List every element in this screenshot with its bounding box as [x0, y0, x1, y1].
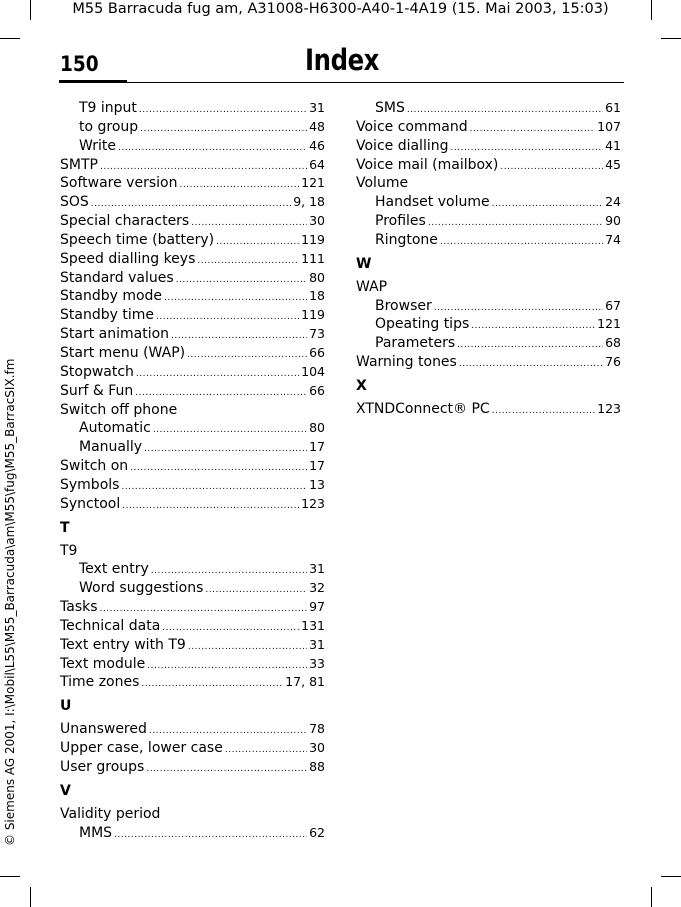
index-entry — [60, 758, 325, 777]
index-subentry — [356, 231, 621, 250]
index-entry — [356, 400, 621, 419]
entry-term: Volume — [356, 175, 409, 192]
dot-leader — [146, 760, 307, 779]
entry-term: Warning tones — [356, 354, 457, 371]
index-subentry — [60, 137, 325, 156]
entry-term: Word suggestions — [79, 580, 204, 597]
entry-page-ref: 64 — [309, 156, 325, 172]
entry-term: Speed dialling keys — [60, 250, 196, 267]
index-subentry — [60, 118, 325, 137]
dot-leader — [492, 402, 595, 421]
entry-page-ref: 73 — [309, 326, 325, 342]
entry-page-ref: 9, 18 — [293, 194, 325, 210]
entry-term: Technical data — [60, 617, 161, 634]
entry-term: XTNDConnect® PC — [356, 400, 490, 417]
entry-term: Switch on — [60, 458, 129, 475]
entry-page-ref: 17 — [309, 439, 325, 455]
entry-page-ref: 41 — [605, 137, 621, 153]
entry-term: Software version — [60, 175, 178, 192]
index-group-heading — [60, 401, 325, 420]
entry-term: Automatic — [79, 420, 151, 437]
entry-term: SOS — [60, 194, 89, 211]
entry-page-ref: 90 — [605, 213, 621, 229]
index-entry — [356, 156, 621, 175]
entry-term: to group — [79, 118, 139, 135]
index-subentry — [356, 99, 621, 118]
entry-page-ref: 76 — [605, 354, 621, 370]
entry-term: Time zones — [60, 674, 140, 691]
entry-term: Browser — [375, 297, 432, 314]
entry-term: Upper case, lower case — [60, 740, 223, 757]
index-subentry — [356, 315, 621, 334]
dot-leader — [459, 355, 603, 374]
entry-page-ref: 24 — [605, 194, 621, 210]
entry-page-ref: 33 — [309, 655, 325, 671]
entry-term: Voice dialling — [356, 137, 449, 154]
crop-mark — [661, 876, 681, 877]
index-subentry — [60, 579, 325, 598]
entry-page-ref: 74 — [605, 231, 621, 247]
entry-term: Voice mail (mailbox) — [356, 156, 499, 173]
entry-term: Voice command — [356, 118, 468, 135]
running-header: M55 Barracuda fug am, A31008-H6300-A40-1-4A19 (15. Mai 2003, 15:03) — [72, 1, 609, 17]
entry-page-ref: 66 — [309, 344, 325, 360]
entry-page-ref: 67 — [605, 297, 621, 313]
index-group-heading — [356, 278, 621, 297]
entry-term: WAP — [356, 278, 388, 295]
crop-mark — [0, 38, 20, 39]
entry-page-ref: 80 — [309, 420, 325, 436]
crop-mark — [661, 38, 681, 39]
index-entry — [60, 156, 325, 175]
entry-page-ref: 62 — [309, 824, 325, 840]
entry-page-ref: 123 — [597, 400, 621, 416]
entry-term: MMS — [79, 824, 113, 841]
entry-page-ref: 46 — [309, 137, 325, 153]
entry-page-ref: 121 — [597, 316, 621, 332]
entry-page-ref: 119 — [301, 231, 325, 247]
index-entry — [60, 739, 325, 758]
index-entry — [356, 353, 621, 372]
index-subentry — [60, 560, 325, 579]
entry-term: Validity period — [60, 805, 161, 822]
index-entry — [60, 344, 325, 363]
index-entry — [60, 382, 325, 401]
entry-term: Parameters — [375, 335, 456, 352]
entry-term: SMTP — [60, 156, 98, 173]
index-group-heading — [60, 542, 325, 561]
entry-page-ref: 30 — [309, 213, 325, 229]
index-subentry — [60, 99, 325, 118]
entry-term: Standby time — [60, 307, 154, 324]
page-number: 150 — [60, 52, 99, 76]
entry-page-ref: 66 — [309, 382, 325, 398]
index-entry — [60, 250, 325, 269]
entry-page-ref: 48 — [309, 118, 325, 134]
entry-term: Write — [79, 137, 116, 154]
entry-term: Text module — [60, 655, 146, 672]
index-entry — [60, 325, 325, 344]
entry-page-ref: 80 — [309, 269, 325, 285]
entry-page-ref: 78 — [309, 721, 325, 737]
index-entry — [60, 598, 325, 617]
entry-term: Profiles — [375, 213, 426, 230]
entry-page-ref: 18 — [309, 288, 325, 304]
index-entry — [60, 269, 325, 288]
entry-term: Handset volume — [375, 194, 490, 211]
entry-page-ref: 30 — [309, 740, 325, 756]
entry-term: Standard values — [60, 269, 174, 286]
dot-leader — [122, 497, 299, 516]
entry-page-ref: 119 — [301, 307, 325, 323]
index-entry — [60, 457, 325, 476]
dot-leader — [141, 675, 283, 694]
header-rule — [127, 82, 624, 83]
page-title: Index — [305, 43, 379, 77]
index-entry — [60, 287, 325, 306]
index-entry — [60, 673, 325, 692]
entry-page-ref: 88 — [309, 759, 325, 774]
entry-term: Ringtone — [375, 231, 438, 248]
entry-term: Text entry — [79, 561, 149, 578]
entry-page-ref: 131 — [301, 617, 325, 633]
entry-term: Synctool — [60, 495, 121, 512]
index-entry — [60, 306, 325, 325]
entry-term: Standby mode — [60, 288, 163, 305]
index-subentry — [356, 297, 621, 316]
header-rule-thick — [59, 80, 127, 83]
index-entry — [60, 476, 325, 495]
entry-page-ref: 107 — [597, 118, 621, 134]
copyright-side-text: © Siemens AG 2001, I:\Mobil\L55\M55_Barracuda\am\M55\fug\M55_BarracSIX.fm — [3, 358, 17, 846]
index-entry — [60, 655, 325, 674]
entry-page-ref: 31 — [309, 100, 325, 115]
dot-leader — [440, 233, 603, 252]
index-letter-heading: V — [60, 782, 71, 799]
entry-term: Opeating tips — [375, 316, 470, 333]
index-entry — [60, 617, 325, 636]
crop-mark — [30, 887, 31, 907]
index-subentry — [60, 419, 325, 438]
index-entry — [60, 231, 325, 250]
entry-term: Speech time (battery) — [60, 231, 215, 248]
index-entry — [60, 174, 325, 193]
entry-term: Surf & Fun — [60, 382, 134, 399]
index-entry — [60, 363, 325, 382]
entry-page-ref: 104 — [301, 363, 325, 379]
index-letter-heading: X — [356, 377, 367, 394]
index-subentry — [356, 212, 621, 231]
entry-term: Text entry with T9 — [60, 636, 186, 653]
entry-term: User groups — [60, 759, 145, 775]
entry-page-ref: 45 — [605, 156, 621, 172]
entry-page-ref: 61 — [605, 100, 621, 115]
entry-term: Start menu (WAP) — [60, 344, 186, 361]
entry-page-ref: 68 — [605, 335, 621, 351]
entry-term: Tasks — [60, 599, 98, 616]
entry-page-ref: 17, 81 — [285, 674, 325, 690]
entry-page-ref: 123 — [301, 495, 325, 511]
entry-term: SMS — [375, 100, 405, 116]
index-entry — [356, 118, 621, 137]
entry-page-ref: 111 — [301, 250, 325, 266]
crop-mark — [0, 876, 20, 877]
entry-page-ref: 17 — [309, 458, 325, 474]
index-entry — [60, 193, 325, 212]
entry-page-ref: 31 — [309, 561, 325, 577]
index-subentry — [356, 334, 621, 353]
entry-term: Switch off phone — [60, 401, 178, 418]
entry-page-ref: 32 — [309, 580, 325, 596]
entry-page-ref: 31 — [309, 636, 325, 652]
entry-page-ref: 97 — [309, 599, 325, 615]
entry-term: Symbols — [60, 476, 120, 493]
entry-term: T9 input — [79, 100, 137, 116]
index-letter-heading: U — [60, 698, 72, 715]
index-letter-heading: W — [356, 255, 372, 272]
index-subentry — [60, 824, 325, 843]
index-group-heading — [60, 805, 325, 824]
entry-term: T9 — [60, 542, 78, 559]
crop-mark — [651, 887, 652, 907]
entry-page-ref: 13 — [309, 476, 325, 492]
entry-term: Start animation — [60, 326, 170, 343]
index-entry — [60, 636, 325, 655]
dot-leader — [114, 826, 307, 845]
index-letter-heading: T — [60, 519, 70, 536]
index-entry — [60, 495, 325, 514]
entry-page-ref: 121 — [301, 175, 325, 191]
index-entry — [356, 137, 621, 156]
index-entry — [60, 212, 325, 231]
entry-term: Stopwatch — [60, 363, 134, 380]
index-subentry — [356, 193, 621, 212]
entry-term: Manually — [79, 439, 143, 456]
index-column-left — [60, 99, 325, 843]
index-column-right — [356, 99, 621, 419]
index-group-heading — [356, 174, 621, 193]
index-entry — [60, 720, 325, 739]
entry-term: Unanswered — [60, 721, 147, 738]
entry-term: Special characters — [60, 213, 190, 230]
index-subentry — [60, 438, 325, 457]
